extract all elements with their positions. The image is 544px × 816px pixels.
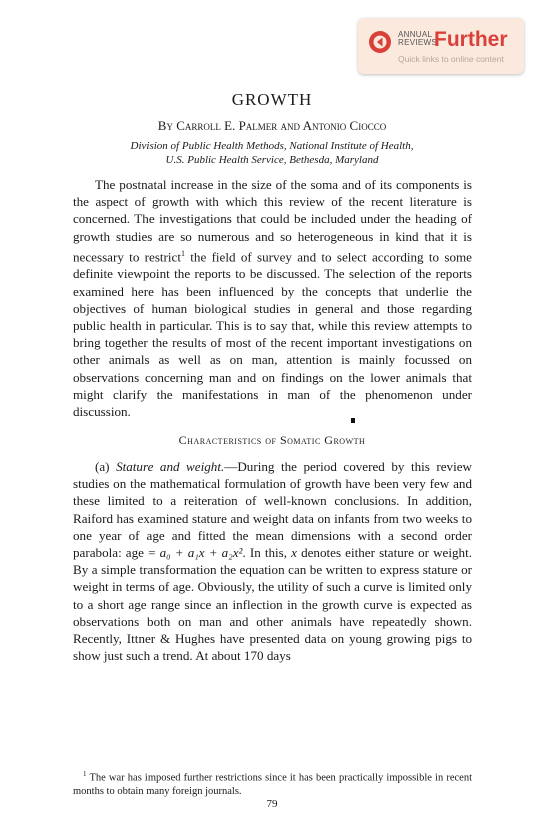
subsection-heading: Stature and weight. [116, 459, 225, 474]
stature-weight-paragraph: (a) Stature and weight.—During the period covered by this review studies on the mathematical formulation of growth have been very few and these limited to a reiteration of well-known conclusions. In addition, Raiford has examined stature and weight data on infants from two weeks to one year of age and fitted the mean dimensions with a second order parabola: age = a₀ + a₁x + a₂x². In this, x denotes either stature or weight. By a simple transformation the equation can be written to express stature or weight in terms of age. Obviously, the utility of such a curve is limited only to a short age range since an inflection in the growth curve is expected as observations both on man and other animals have repeatedly shown. Recently, Ittner & Hughes have presented data on young growing pigs to show just such a trend. At about 170 days [73, 459, 472, 664]
further-subtitle: Quick links to online content [398, 54, 504, 64]
article-title: GROWTH [231, 90, 313, 109]
article-affiliation: Division of Public Health Methods, National Institute of Health, U.S. Public Health Service, Bethesda, Maryland [130, 140, 414, 166]
further-badge[interactable] [358, 18, 524, 74]
intro-paragraph: The postnatal increase in the size of the soma and of its components is the aspect of growth with which this review of the recent literature is concerned. The investigations that could be included under the heading of growth studies are so numerous and so heterogeneous in kind that it is necessary to restrict$^1$ the field of survey and to select according to some definite viewpoint the reports to be discussed. The selection of the reports examined here has been influenced by the concepts that underlie the objectives of human biological studies in general and those regarding public health in particular. This is to say that, while this review attempts to bring together the results of most of the recent important investigations on other animals as well as on man, attention is mainly focussed on observations concerning man and on findings on the lower animals that might clarify the manifestations in man of the phenomenon under discussion. [73, 177, 472, 419]
footnote: $^1$ The war has imposed further restrictions since it has been practically impossible in recent months to obtain many foreign journals. [73, 770, 472, 797]
section-marker [351, 418, 355, 423]
annual-reviews-wordmark: ANNUAL REVIEWS [398, 30, 437, 47]
annual-reviews-logo-icon [368, 30, 392, 54]
footnote-reference[interactable]: 1 [181, 248, 185, 258]
section-heading: Characteristics of Somatic Growth [178, 433, 366, 447]
further-label: Further [434, 28, 508, 51]
parabola-equation: a₀ + a₁x + a₂x² [159, 545, 243, 561]
page-number: 79 [266, 798, 278, 810]
article-authors: By Carroll E. Palmer and Antonio Ciocco [157, 118, 387, 133]
